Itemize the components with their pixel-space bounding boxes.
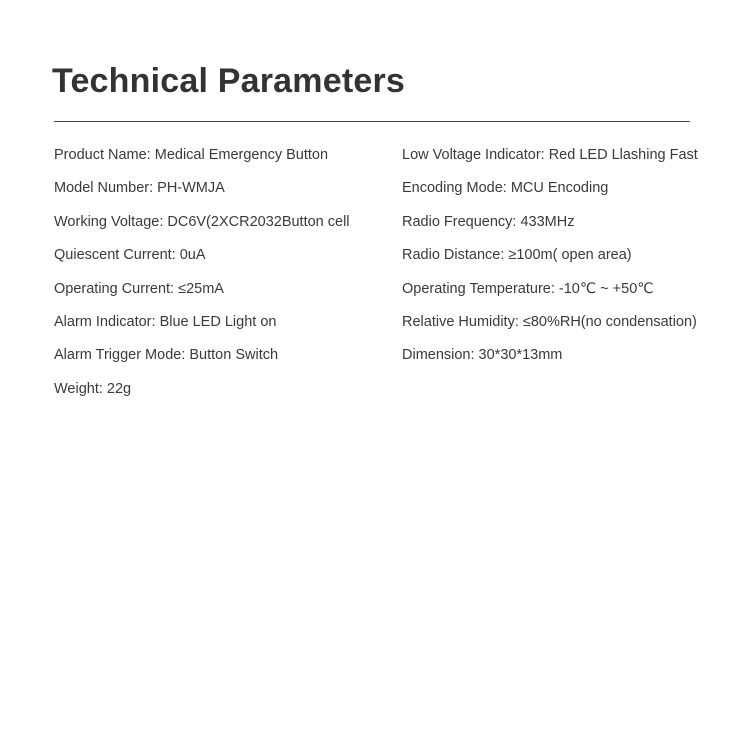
parameter-alarm-indicator: Alarm Indicator: Blue LED Light on xyxy=(54,313,277,330)
parameter-weight: Weight: 22g xyxy=(54,380,132,397)
parameter-radio-frequency: Radio Frequency: 433MHz xyxy=(402,213,575,230)
parameter-dimension: Dimension: 30*30*13mm xyxy=(402,347,563,364)
parameters-left-column xyxy=(54,144,394,411)
parameter-operating-current: Operating Current: ≤25mA xyxy=(54,280,224,297)
parameter-quiescent-current: Quiescent Current: 0uA xyxy=(54,247,206,264)
parameter-encoding-mode: Encoding Mode: MCU Encoding xyxy=(402,180,609,197)
parameter-relative-humidity: Relative Humidity: ≤80%RH(no condensation) xyxy=(402,313,697,330)
parameter-alarm-trigger-mode: Alarm Trigger Mode: Button Switch xyxy=(54,347,279,364)
parameter-model-number: Model Number: PH-WMJA xyxy=(54,180,225,197)
title-divider xyxy=(54,121,690,122)
parameter-radio-distance: Radio Distance: ≥100m( open area) xyxy=(402,247,632,264)
parameter-product-name: Product Name: Medical Emergency Button xyxy=(54,147,329,163)
parameter-low-voltage-indicator: Low Voltage Indicator: Red LED Llashing Fast xyxy=(402,147,698,163)
parameters-right-column xyxy=(402,144,738,378)
parameter-working-voltage: Working Voltage: DC6V(2XCR2032Button cell xyxy=(54,213,350,230)
page-title: Technical Parameters xyxy=(52,62,405,100)
parameter-operating-temperature: Operating Temperature: -10℃ ~ +50℃ xyxy=(402,280,654,297)
